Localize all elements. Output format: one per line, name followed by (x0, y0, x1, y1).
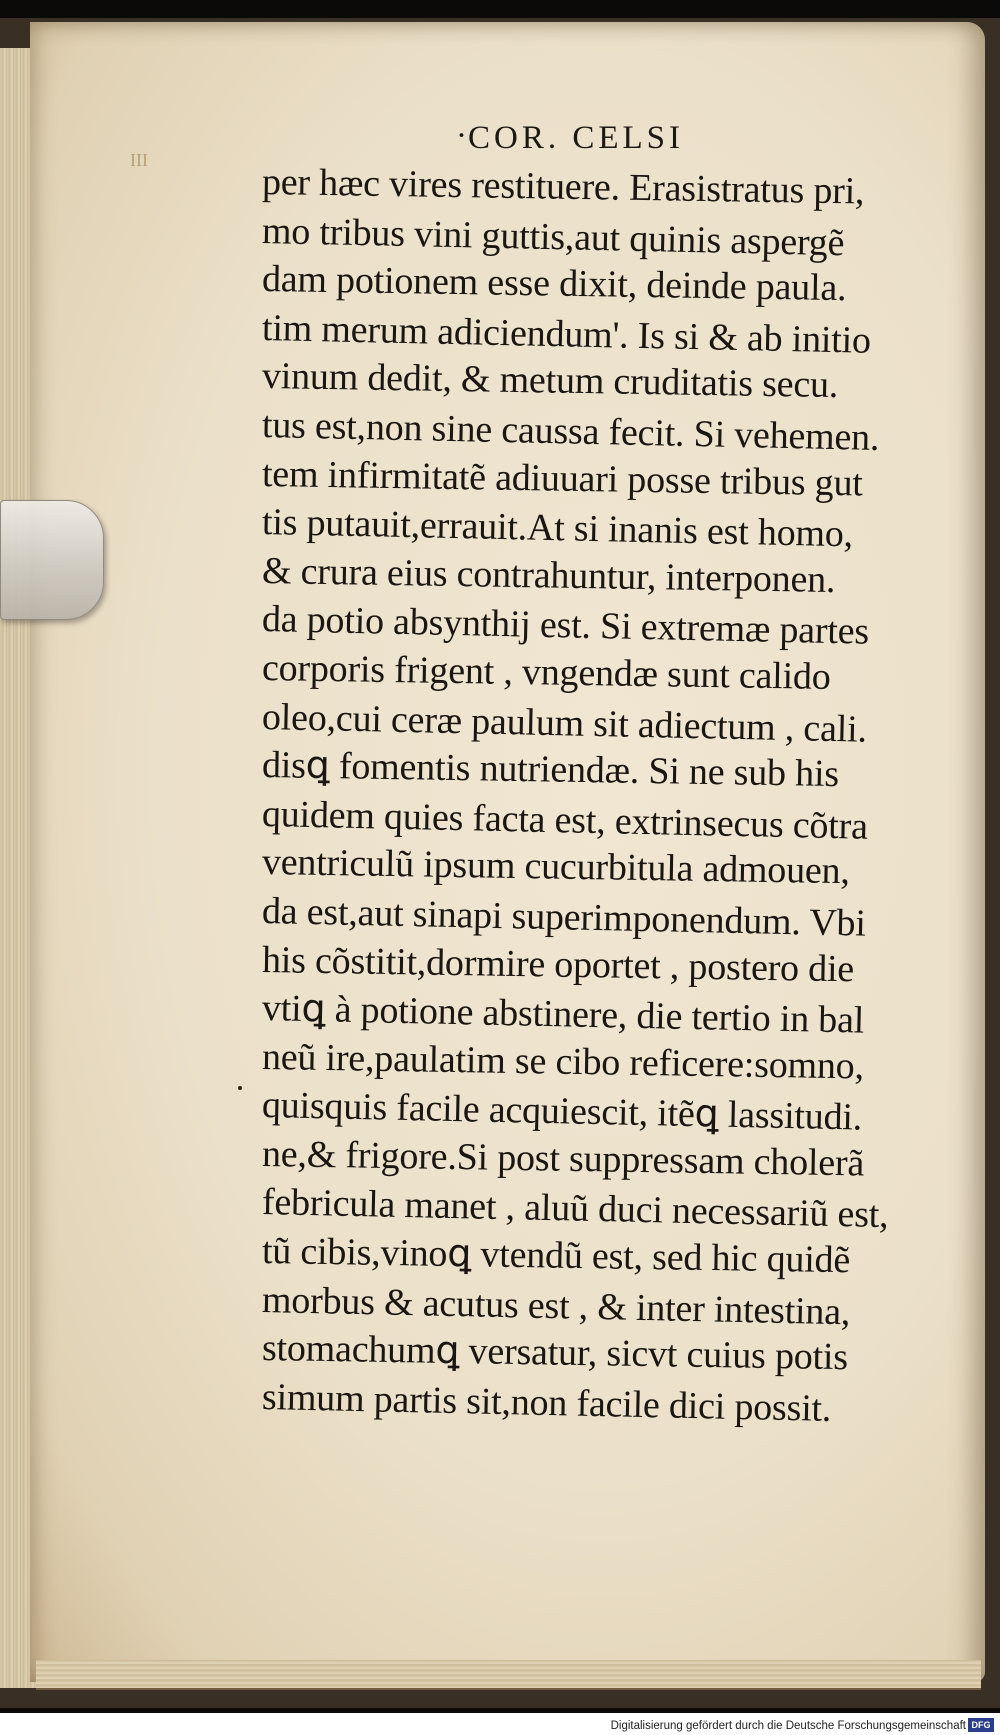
text-line: his cõstitit,dormire oportet , postero die (261, 938, 855, 990)
text-line: tis putauit,errauit.At si inanis est homo, (261, 501, 854, 556)
running-head: · COR. CELSI (468, 120, 684, 157)
body-text (261, 158, 952, 1430)
page-bottom-edge (36, 1660, 981, 1690)
text-line: morbus & acutus est , & inter intestina, (261, 1278, 851, 1333)
dfg-logo-icon: DFG (968, 1718, 994, 1732)
text-line: da potio absynthij est. Si extremæ partes (261, 598, 870, 654)
text-line: per hæc vires restituere. Erasistratus pri, (261, 161, 865, 213)
footer-credit: Digitalisierung gefördert durch die Deutsche Forschungsgemeinschaft (610, 1720, 966, 1732)
text-line: tus est,non sine caussa fecit. Si vehemen. (261, 403, 880, 459)
text-line: tũ cibis,vinoꝗ vtendũ est, sed hic quidẽ (261, 1230, 851, 1282)
text-line: stomachumꝗ versatur, sicvt cuius potis (261, 1327, 849, 1379)
text-line: tim merum adiciendum'. Is si & ab initio (261, 306, 872, 362)
text-line: vtiꝗ à potione abstinere, die tertio in bal (261, 987, 865, 1042)
footer-bar (0, 1713, 1000, 1735)
text-line: ne,& frigore.Si post suppressam cholerã (261, 1132, 865, 1185)
text-line: da est,aut sinapi superimponendum. Vbi (261, 889, 867, 945)
text-line: febricula manet , aluũ duci necessariũ est, (261, 1181, 889, 1237)
text-line: neũ ire,paulatim se cibo reficere:somno, (261, 1035, 865, 1088)
text-line: dam potionem esse dixit, deinde paula. (261, 258, 847, 310)
text-line: ventriculũ ipsum cucurbitula admouen, (261, 841, 851, 893)
text-line: corporis frigent , vngendæ sunt calido (261, 646, 831, 698)
text-line: quidem quies facta est, extrinsecus cõtra (261, 792, 869, 848)
text-line: oleo,cui ceræ paulum sit adiectum , cali. (261, 695, 868, 751)
margin-mark: III (130, 150, 148, 170)
text-line: quisquis facile acquiescit, itẽꝗ lassitudi. (261, 1084, 863, 1139)
text-line: tem infirmitatẽ adiuuari posse tribus gut (261, 452, 863, 504)
text-line: simum partis sit,non facile dici possit. (261, 1375, 832, 1430)
clasp-tab (0, 500, 104, 620)
text-line: vinum dedit, & metum cruditatis secu. (261, 355, 839, 407)
text-line: & crura eius contrahuntur, interponen. (261, 549, 836, 601)
text-line: mo tribus vini guttis,aut quinis aspergẽ (261, 209, 845, 264)
ink-speck (238, 1086, 242, 1090)
text-line: disꝗ fomentis nutriendæ. Si ne sub his (261, 744, 840, 796)
